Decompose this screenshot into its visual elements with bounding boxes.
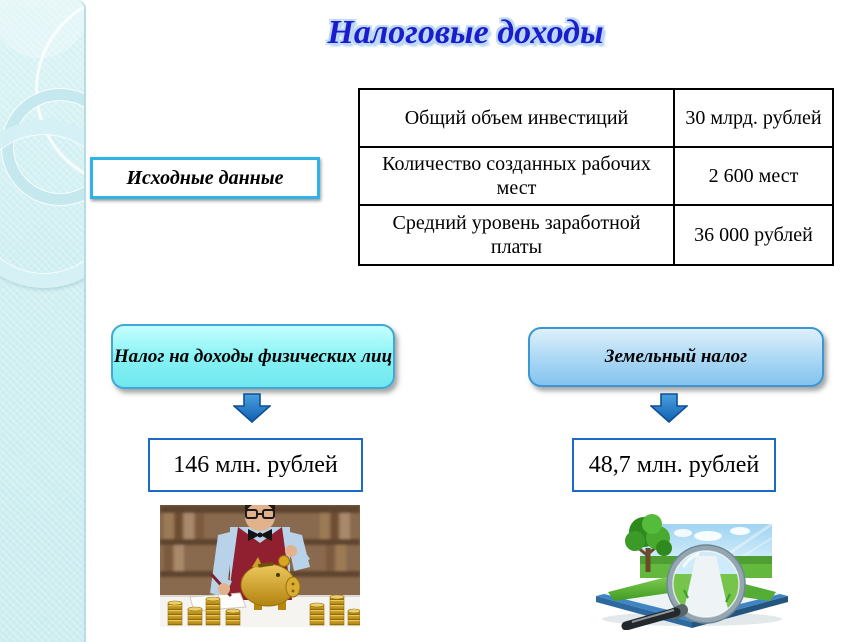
source-data-label: Исходные данные	[126, 166, 284, 189]
sidebar-decoration	[0, 0, 86, 642]
input-data-table	[358, 88, 834, 266]
table-cell-label: Средний уровень заработной платы	[360, 206, 675, 264]
table-cell-value: 30 млрд. рублей	[675, 90, 832, 148]
table-cell-value: 2 600 мест	[675, 148, 832, 206]
page-title: Налоговые доходы	[327, 14, 604, 51]
amount-label: 146 млн. рублей	[173, 451, 338, 478]
table-cell-label: Количество созданных рабочих мест	[360, 148, 675, 206]
down-arrow-icon	[650, 393, 688, 423]
tax-name-label: Налог на доходы физических лиц	[113, 345, 393, 367]
landscape-book-photo	[588, 498, 800, 630]
amount-box-land	[572, 438, 776, 492]
table-cell-label: Общий объем инвестиций	[360, 90, 675, 148]
table-cell-value: 36 000 рублей	[694, 224, 813, 246]
down-arrow-icon	[233, 393, 271, 423]
tax-name-box-land	[528, 327, 824, 387]
piggy-bank-photo	[160, 505, 360, 627]
amount-box-personal-income	[148, 438, 363, 492]
tax-name-box-personal-income	[111, 324, 395, 389]
source-data-box	[90, 157, 320, 199]
tax-name-label: Земельный налог	[604, 346, 748, 368]
decorative-ring	[0, 120, 86, 288]
amount-label: 48,7 млн. рублей	[588, 451, 760, 478]
